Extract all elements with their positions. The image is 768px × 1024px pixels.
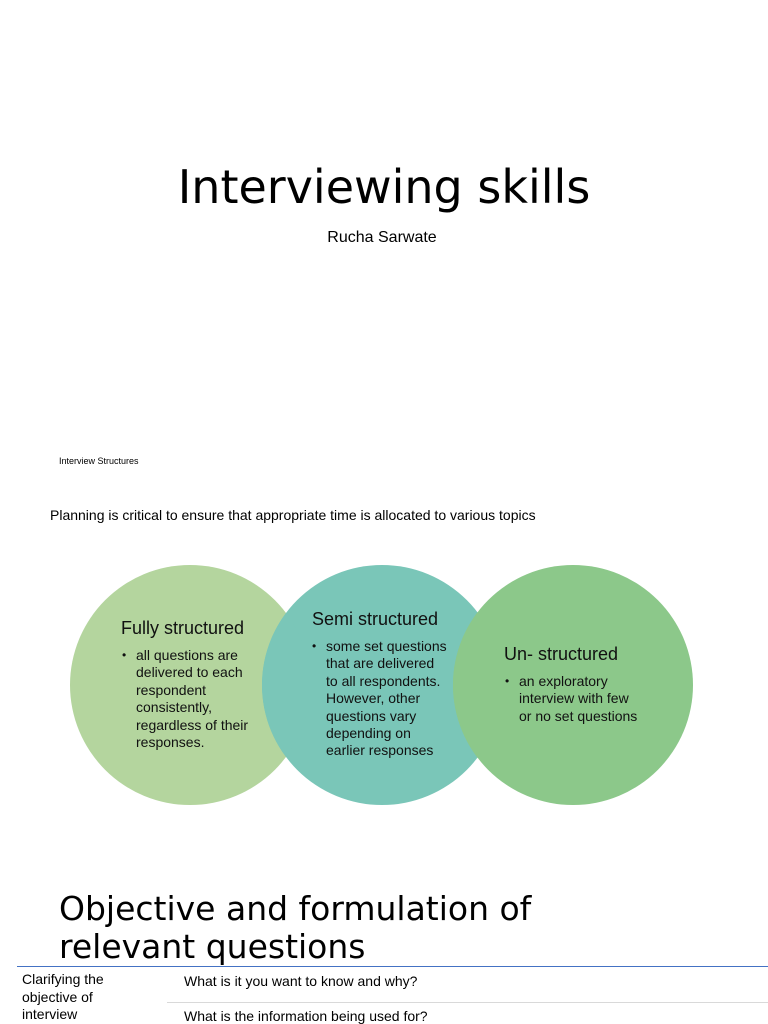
- slide-subtitle-author: Rucha Sarwate: [327, 229, 437, 246]
- venn-title-fully-structured: Fully structured: [121, 618, 245, 638]
- title-line: relevant questions: [59, 927, 366, 966]
- venn-body-semi-structured: [312, 638, 476, 760]
- slide-title: Interviewing skills: [177, 160, 591, 214]
- table-question: What is the information being used for?: [184, 1008, 428, 1024]
- venn-title-unstructured: Un- structured: [504, 644, 619, 664]
- venn-line: all questions are: [136, 647, 238, 663]
- venn-line: depending on: [326, 725, 411, 742]
- venn-diagram: [0, 560, 768, 810]
- bullet-icon: •: [312, 639, 317, 653]
- venn-line: to all respondents.: [326, 672, 441, 689]
- table-row-label: [22, 971, 162, 1024]
- venn-body-fully-structured: [122, 647, 286, 751]
- venn-body-unstructured: [505, 673, 669, 725]
- venn-line: an exploratory: [519, 673, 608, 689]
- venn-line: delivered to each: [136, 664, 243, 681]
- slide-title-objective: [59, 890, 699, 966]
- venn-line: questions vary: [326, 707, 417, 724]
- title-line: Objective and formulation of: [59, 889, 532, 928]
- venn-line: earlier responses: [326, 742, 434, 759]
- planning-note: Planning is critical to ensure that appropriate time is allocated to various topics: [50, 507, 536, 523]
- venn-line: that are delivered: [326, 655, 435, 672]
- table-row-divider: [167, 1002, 768, 1003]
- row-label-line: interview: [22, 1006, 78, 1022]
- table-top-rule: [17, 966, 768, 967]
- venn-line: responses.: [136, 734, 205, 751]
- venn-line: or no set questions: [519, 707, 638, 724]
- venn-line: However, other: [326, 690, 421, 707]
- venn-line: some set questions: [326, 638, 447, 654]
- row-label-line: Clarifying the: [22, 971, 104, 987]
- row-label-line: objective of: [22, 988, 93, 1005]
- slide-heading-interview-structures: Interview Structures: [59, 456, 139, 466]
- venn-line: consistently,: [136, 699, 212, 716]
- venn-title-semi-structured: Semi structured: [312, 609, 439, 629]
- bullet-icon: •: [122, 648, 127, 662]
- bullet-icon: •: [505, 674, 510, 688]
- table-question: What is it you want to know and why?: [184, 973, 418, 989]
- venn-line: regardless of their: [136, 716, 249, 733]
- venn-line: interview with few: [519, 690, 629, 707]
- venn-line: respondent: [136, 681, 207, 698]
